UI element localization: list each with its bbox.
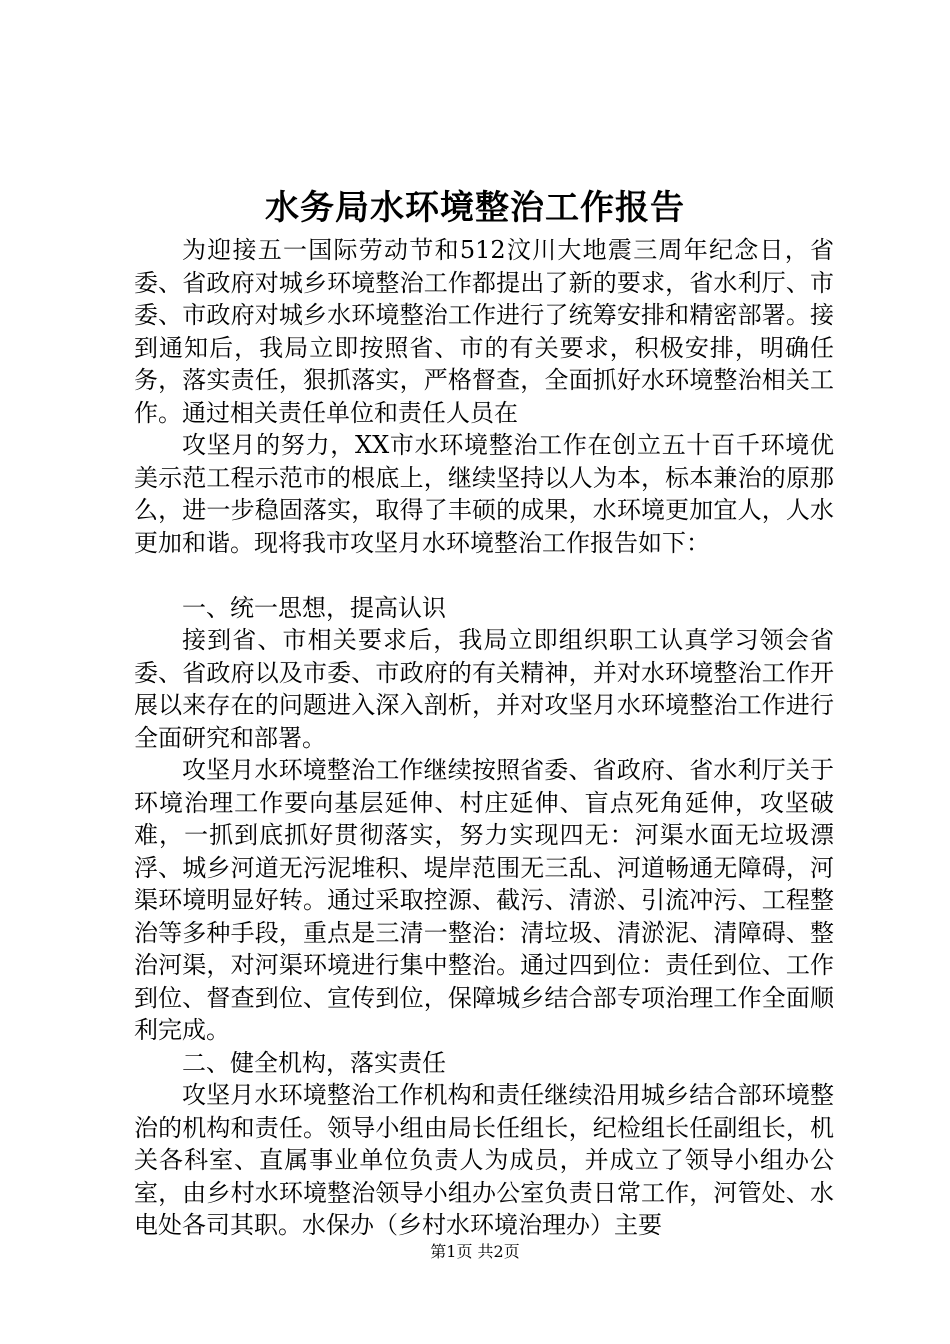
blank-line xyxy=(134,559,834,592)
paragraph-section2-a: 攻坚月水环境整治工作机构和责任继续沿用城乡结合部环境整治的机构和责任。领导小组由局长任组长，纪检组长任副组长，机关各科室、直属事业单位负责人为成员，并成立了领导小组办公室，由乡村水环境整治领导小组办公室负责日常工作，河管处、水电处各司其职。水保办（乡村水环境治理办）主要 xyxy=(134,1081,834,1239)
paragraph-summary: 攻坚月的努力，XX市水环境整治工作在创立五十百千环境优美示范工程示范市的根底上，继续坚持以人为本，标本兼治的原那么，进一步稳固落实，取得了丰硕的成果，水环境更加宜人，人水更加和谐。现将我市攻坚月水环境整治工作报告如下： xyxy=(134,431,834,557)
section-heading-1: 一、统一思想，提高认识 xyxy=(182,593,446,622)
section-heading-2: 二、健全机构，落实责任 xyxy=(182,1048,446,1077)
page-number-footer: 第1页 共2页 xyxy=(430,1242,520,1261)
paragraph-section1-b: 攻坚月水环境整治工作继续按照省委、省政府、省水利厅关于环境治理工作要向基层延伸、村庄延伸、盲点死角延伸，攻坚破难，一抓到底抓好贯彻落实，努力实现四无：河渠水面无垃圾漂浮、城乡河道无污泥堆积、堤岸范围无三乱、河道畅通无障碍，河渠环境明显好转。通过采取控源、截污、清淤、引流冲污、工程整治等多种手段，重点是三清一整治：清垃圾、清淤泥、清障碍、整治河渠，对河渠环境进行集中整治。通过四到位：责任到位、工作到位、督查到位、宣传到位，保障城乡结合部专项治理工作全面顺利完成。 xyxy=(134,756,834,1044)
document-body xyxy=(134,234,834,1242)
paragraph-section1-a: 接到省、市相关要求后，我局立即组织职工认真学习领会省委、省政府以及市委、市政府的有关精神，并对水环境整治工作开展以来存在的问题进入深入剖析，并对攻坚月水环境整治工作进行全面研究和部署。 xyxy=(134,626,834,752)
document-title: 水务局水环境整治工作报告 xyxy=(265,188,685,228)
paragraph-intro: 为迎接五一国际劳动节和512汶川大地震三周年纪念日，省委、省政府对城乡环境整治工作都提出了新的要求，省水利厅、市委、市政府对城乡水环境整治工作进行了统筹安排和精密部署。接到通知后，我局立即按照省、市的有关要求，积极安排，明确任务，落实责任，狠抓落实，严格督查，全面抓好水环境整治相关工作。通过相关责任单位和责任人员在 xyxy=(134,236,834,427)
